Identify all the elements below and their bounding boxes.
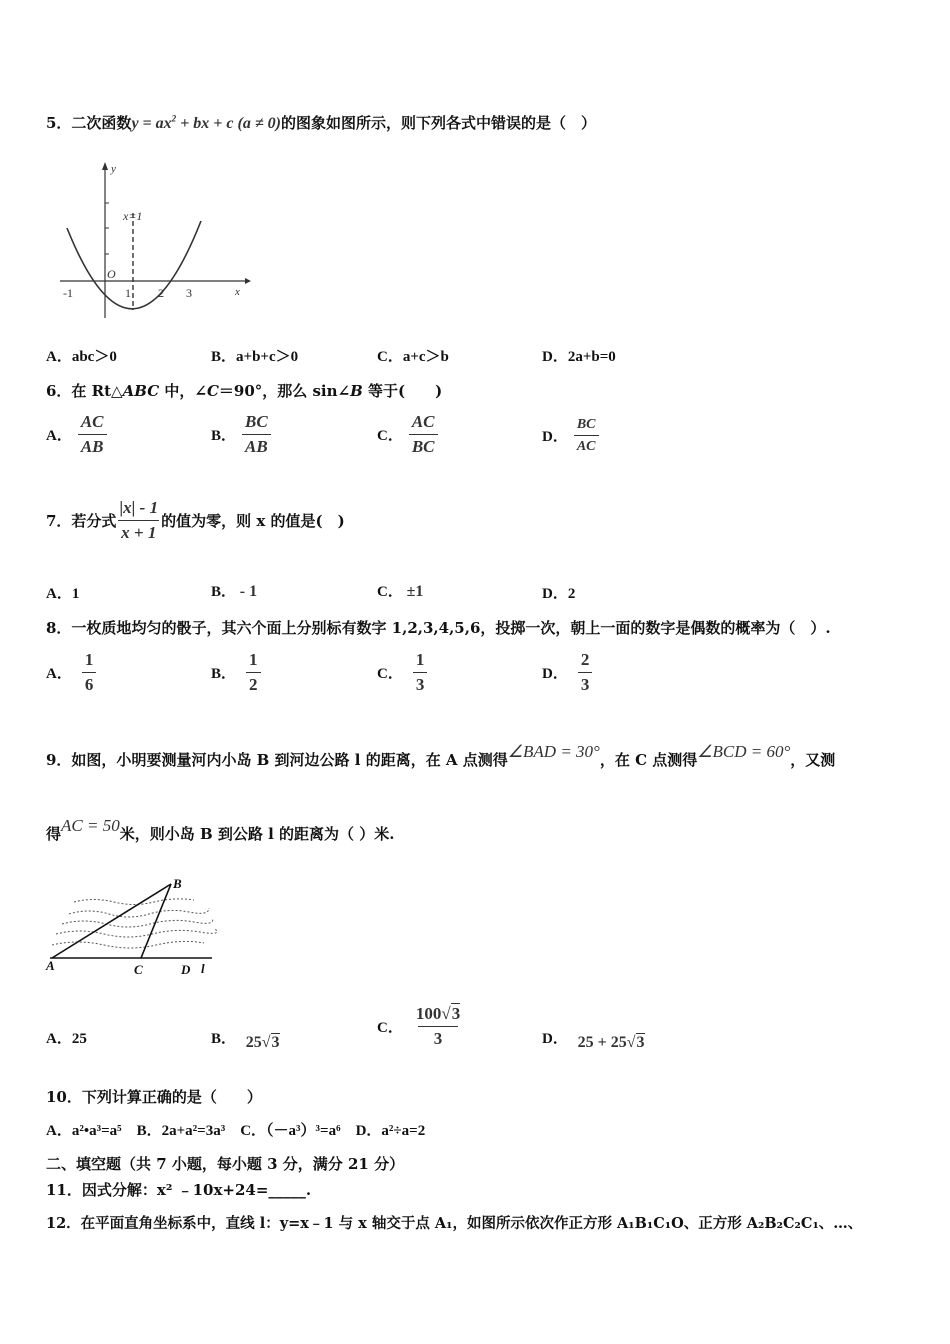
q6-option-b[interactable]: B． $\frac{BC}{AB}$ [211,412,271,457]
fraction: $\frac{1}{2}$ [246,650,261,695]
x-axis-arrow-icon [245,278,251,284]
q7-option-d[interactable]: D．2 [542,586,576,602]
q9-stem-line1: 9．如图，小明要测量河内小岛 B 到河边公路 l 的距离，在 A 点测得∠BAD = 30°，在 C 点测得∠BCD = 60°，又测 [46,742,836,769]
fraction: $\frac{1}{3}$ [413,650,428,695]
q9-river-figure [44,872,219,980]
q5-formula: $y = ax^2$ + bx + c (a ≠ 0) [131,113,281,132]
q8-option-a[interactable]: A． $\frac{1}{6}$ [46,650,96,695]
parabola-curve [67,221,201,309]
point-b-label: B [173,876,182,891]
q11-stem: 11．因式分解：x² ﹣10x+24=_____. [46,1181,312,1199]
x-tick-1: 1 [125,286,131,300]
q9-option-c[interactable]: C． $\frac{100√3}{3}$ [377,1004,463,1049]
q5-suffix: 的图象如图所示，则下列各式中错误的是（ ） [280,114,596,132]
line-l-label: l [201,961,205,976]
q10-options[interactable]: A．a²•a³=a⁵ B．2a+a²=3a³ C．（－a³）³=a⁶ D．a²÷a=2 [46,1123,426,1139]
river-wave [74,899,194,905]
fraction: $\frac{1}{6}$ [82,650,97,695]
q7-stem: 7．若分式 $\frac{|x| - 1}{x + 1}$ 的值为零，则 x 的值是( ) [46,498,345,542]
q5-prefix: 5．二次函数 [46,114,132,132]
fraction: $\frac{100√3}{3}$ [415,1004,461,1048]
q6-stem: 6．在 Rt△ABC 中，∠C＝90°，那么 sin∠B 等于( ) [46,382,443,400]
q8-option-b[interactable]: B． $\frac{1}{2}$ [211,650,261,695]
q5-option-c[interactable]: C．a+c＞b [377,349,449,365]
river-wave [62,918,213,927]
q5-option-b[interactable]: B．a+b+c＞0 [211,349,299,365]
q9-option-b[interactable]: B． 25√3 [211,1031,280,1051]
x-tick-3: 3 [186,286,192,300]
radical-expression: 25√3 [245,1034,280,1051]
y-axis-label: y [111,163,116,175]
symmetry-label: x=1 [123,209,143,223]
q5-option-a[interactable]: A．abc＞0 [46,349,117,365]
section-2-heading: 二、填空题（共 7 小题，每小题 3 分，满分 21 分） [46,1155,405,1173]
q8-option-c[interactable]: C． $\frac{1}{3}$ [377,650,427,695]
x-tick-2: 2 [158,286,164,300]
q7-option-c[interactable]: C． ±1 [377,583,424,600]
x-axis-label: x [235,286,240,298]
q10-stem: 10．下列计算正确的是（ ） [46,1088,262,1106]
q5-parabola-graph [55,158,255,328]
q5-stem [46,112,596,133]
point-a-label: A [46,958,55,973]
fraction: $\frac{|x| - 1}{x + 1}$ [119,498,159,542]
q9-option-a[interactable]: A．25 [46,1031,87,1047]
radical-expression: 25 + 25√3 [577,1034,645,1051]
q5-option-d[interactable]: D．2a+b=0 [542,349,616,365]
q7-option-a[interactable]: A．1 [46,586,80,602]
q6-option-c[interactable]: C． $\frac{AC}{BC}$ [377,412,438,457]
q8-stem: 8．一枚质地均匀的骰子，其六个面上分别标有数字 1,2,3,4,5,6，投掷一次，朝上一面的数字是偶数的概率为（ ）. [46,619,831,637]
q9-stem-line2: 得AC = 50米，则小岛 B 到公路 l 的距离为（ ）米. [46,816,395,843]
q6-option-d[interactable]: D． $\frac{BC}{AC}$ [542,416,599,455]
river-wave [69,908,209,917]
fraction: $\frac{AC}{BC}$ [409,412,438,457]
y-axis-arrow-icon [102,162,108,170]
fraction: $\frac{BC}{AC}$ [574,416,599,455]
point-c-label: C [134,962,143,977]
river-wave [56,928,217,937]
q8-option-d[interactable]: D． $\frac{2}{3}$ [542,650,592,695]
q6-option-a[interactable]: A． $\frac{AC}{AB}$ [46,412,107,457]
fraction: $\frac{2}{3}$ [578,650,593,695]
q9-option-d[interactable]: D． 25 + 25√3 [542,1031,645,1051]
x-tick-m1: -1 [63,286,73,300]
fraction: $\frac{BC}{AB}$ [242,412,271,457]
point-d-label: D [181,962,191,977]
q7-option-b[interactable]: B． - 1 [211,583,258,600]
fraction: $\frac{AC}{AB}$ [78,412,107,457]
origin-label: O [107,267,116,281]
q12-stem: 12．在平面直角坐标系中，直线 l：y=x﹣1 与 x 轴交于点 A₁，如图所示依次作正方形 A₁B₁C₁O、正方形 A₂B₂C₂C₁、…、 [46,1215,863,1232]
